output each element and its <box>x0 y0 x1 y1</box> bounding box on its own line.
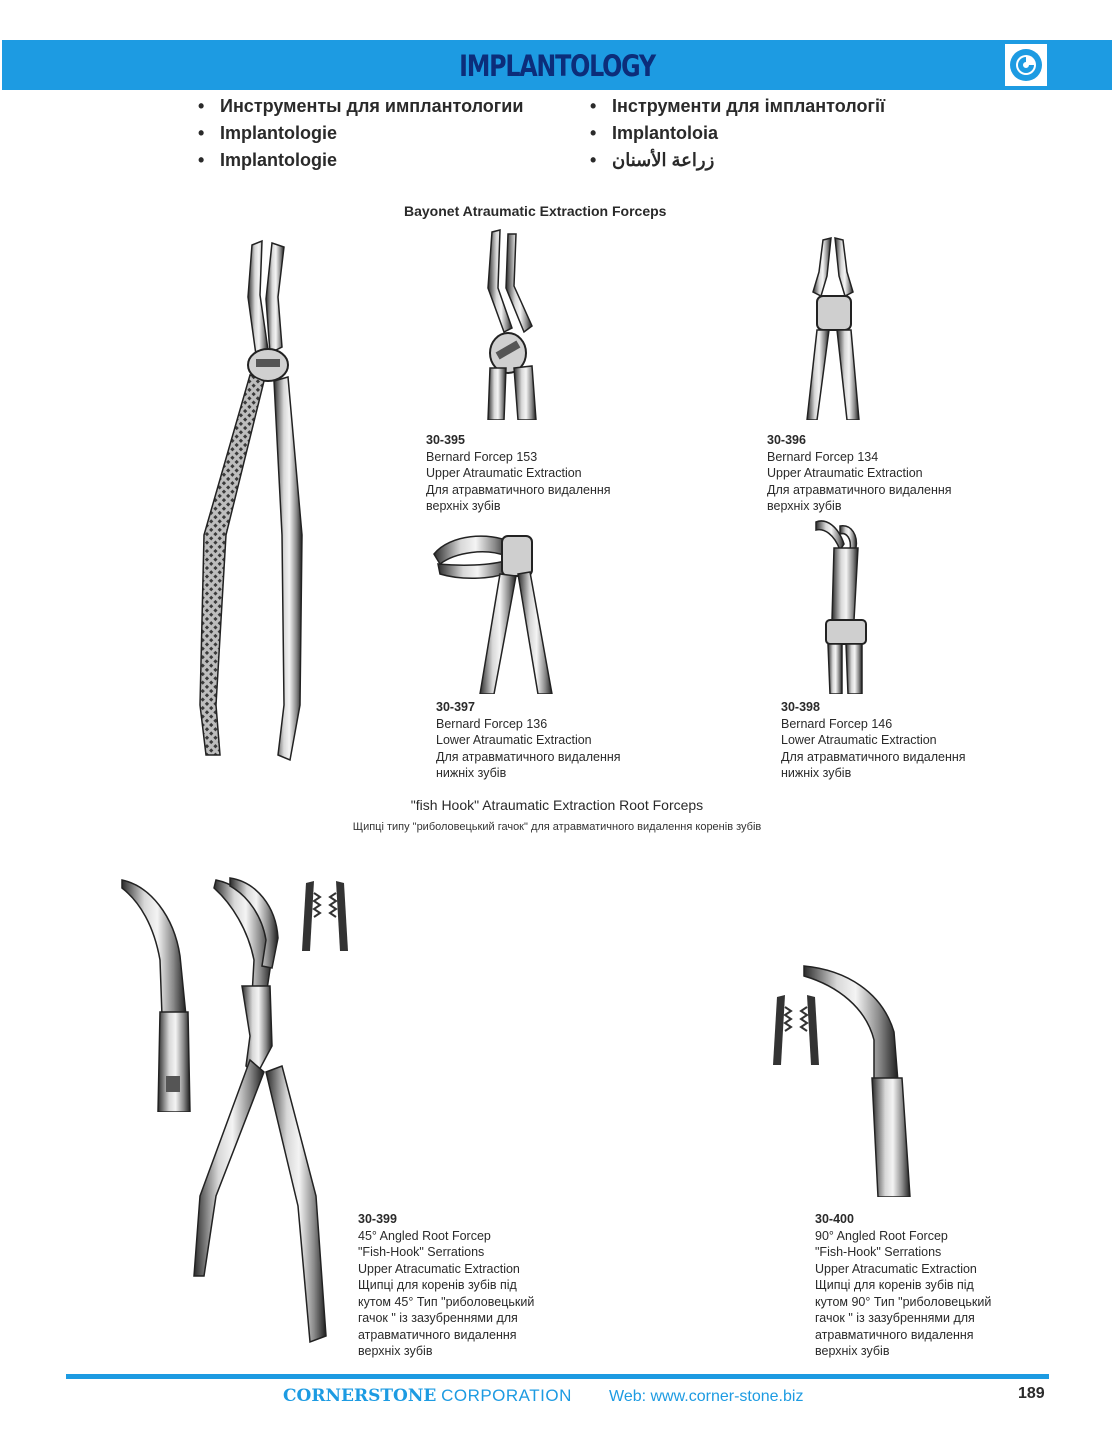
product-30-400: 30-400 90° Angled Root Forcep "Fish-Hook" Serrations Upper Atracumatic Extraction Щипці для коренів зубів під кутом 90° Тип "риболовецький гачок " із зазубреннями для атравматичного видалення верхніх зубів <box>815 1212 992 1358</box>
forcep-30-397-image <box>430 526 555 694</box>
language-item-it: • Implantoloia <box>590 123 719 143</box>
section-heading-fish-hook: "fish Hook" Atraumatic Extraction Root Forceps <box>410 797 704 813</box>
footer-website-link[interactable]: Web: www.corner-stone.biz <box>609 1388 804 1405</box>
language-item-ar: • زراعة الأسنان <box>590 150 715 170</box>
footer-divider <box>66 1374 1049 1379</box>
section-subheading-fish-hook: Щипці типу "риболовецький гачок" для атравматичного видалення коренів зубів <box>352 821 762 833</box>
language-item-fr: • Implantologie <box>198 150 337 170</box>
product-30-397: 30-397 Bernard Forcep 136 Lower Atraumatic Extraction Для атравматичного видалення нижніх зубів <box>436 700 621 780</box>
page-number: 189 <box>1018 1385 1045 1402</box>
product-30-399: 30-399 45° Angled Root Forcep "Fish-Hook" Serrations Upper Atracumatic Extraction Щипці для коренів зубів під кутом 45° Тип "риболовецький гачок " із зазубреннями для атравматичного видалення верхніх зубів <box>358 1212 535 1358</box>
forcep-tip-90-image <box>802 962 917 1197</box>
language-item-ua: • Інструменти для імплантології <box>590 96 886 116</box>
page-title: IMPLANTOLOGY <box>459 49 655 83</box>
forcep-30-399-image <box>186 876 336 1346</box>
cornerstone-logo-icon <box>1003 42 1049 88</box>
forcep-30-395-image <box>478 228 543 420</box>
product-30-398: 30-398 Bernard Forcep 146 Lower Atraumatic Extraction Для атравматичного видалення нижніх зубів <box>781 700 966 780</box>
language-item-ru: • Инструменты для имплантологии <box>198 96 524 116</box>
header-banner <box>2 40 1112 90</box>
bayonet-forceps-image <box>190 235 320 765</box>
forcep-30-396-image <box>803 236 863 420</box>
footer-company-name: CORNERSTONE CORPORATION <box>283 1386 572 1406</box>
section-heading-bayonet: Bayonet Atraumatic Extraction Forceps <box>404 203 667 219</box>
product-30-396: 30-396 Bernard Forcep 134 Upper Atraumatic Extraction Для атравматичного видалення верхніх зубів <box>767 433 952 513</box>
language-item-de: • Implantologie <box>198 123 337 143</box>
forcep-30-398-image <box>812 516 872 694</box>
product-30-395: 30-395 Bernard Forcep 153 Upper Atraumatic Extraction Для атравматичного видалення верхніх зубів <box>426 433 611 513</box>
